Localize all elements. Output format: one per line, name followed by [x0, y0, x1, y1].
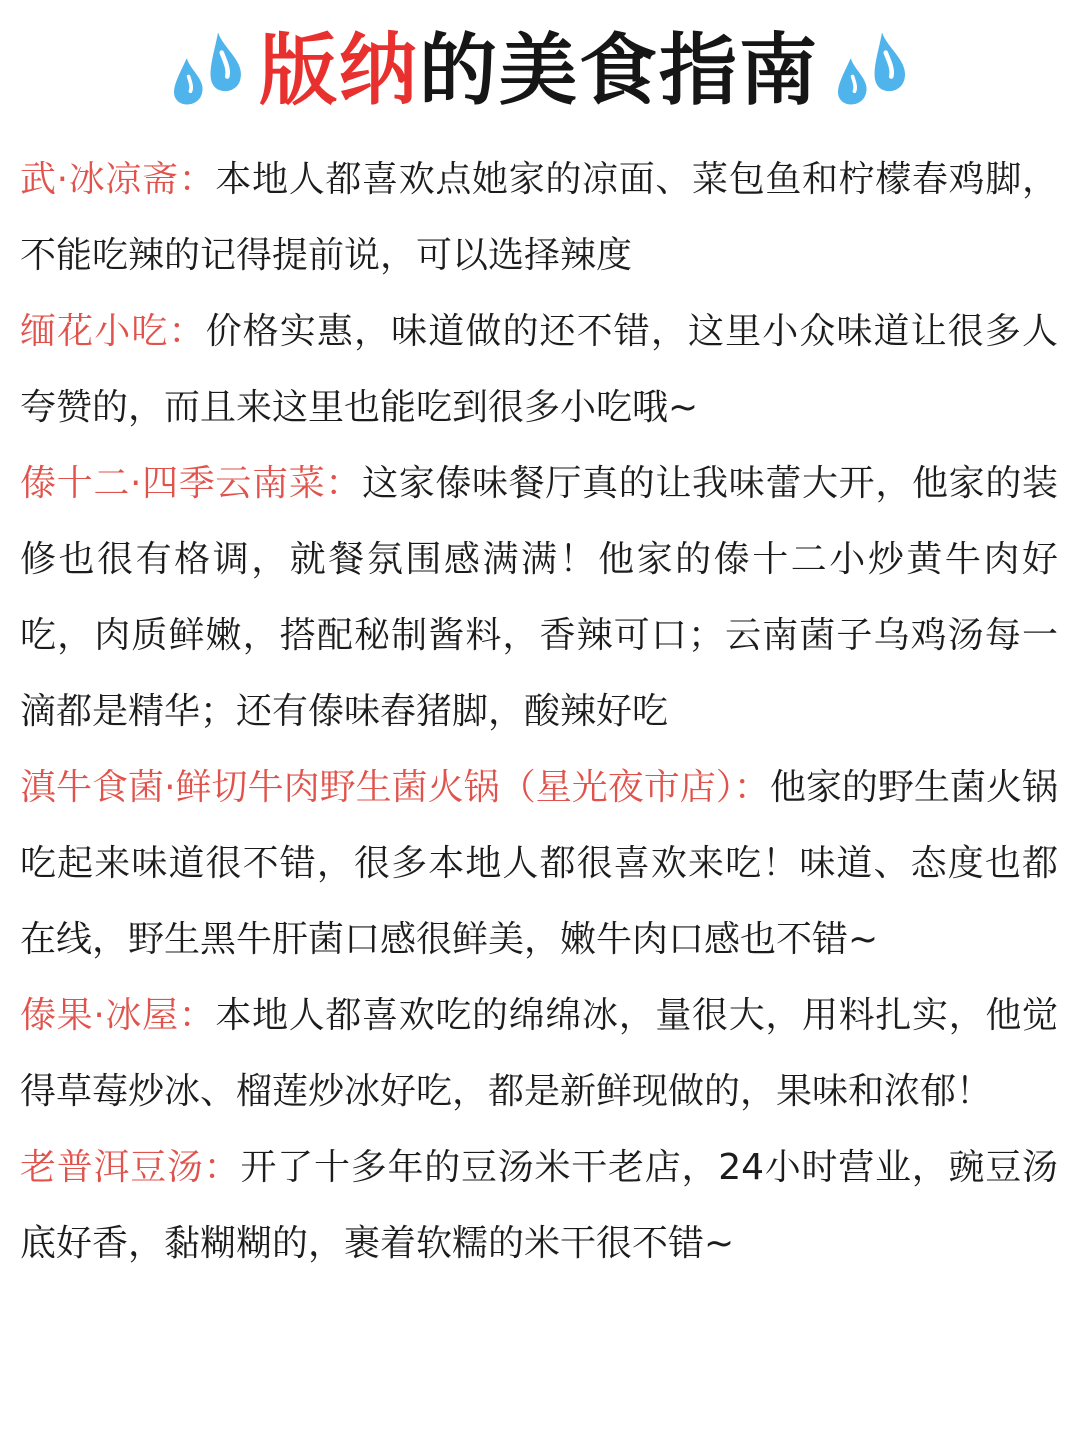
restaurant-entry: [20, 142, 1058, 294]
sweat-droplets-icon: [161, 25, 253, 117]
page-title: [258, 26, 820, 116]
header: [20, 0, 1058, 142]
restaurant-name: 傣十二·四季云南菜：: [20, 463, 363, 504]
restaurant-entry: [20, 750, 1058, 978]
restaurant-entry: [20, 446, 1058, 750]
restaurant-entry: [20, 1130, 1058, 1282]
restaurant-entry: [20, 978, 1058, 1130]
restaurant-list: [20, 142, 1058, 1282]
restaurant-description: 价格实惠，味道做的还不错，这里小众味道让很多人夸赞的，而且来这里也能吃到很多小吃哦~: [20, 311, 1058, 428]
restaurant-description: 开了十多年的豆汤米干老店，24小时营业，豌豆汤底好香，黏糊糊的，裹着软糯的米干很不错~: [20, 1147, 1058, 1264]
restaurant-name: 缅花小吃：: [20, 311, 206, 352]
restaurant-entry: [20, 294, 1058, 446]
restaurant-name: 老普洱豆汤：: [20, 1147, 241, 1188]
title-rest: 的美食指南: [419, 26, 820, 116]
restaurant-description: 他家的野生菌火锅吃起来味道很不错，很多本地人都很喜欢来吃！味道、态度也都在线，野生黑牛肝菌口感很鲜美，嫩牛肉口感也不错~: [20, 767, 1058, 960]
restaurant-description: 这家傣味餐厅真的让我味蕾大开，他家的装修也很有格调，就餐氛围感满满！他家的傣十二小炒黄牛肉好吃，肉质鲜嫩，搭配秘制酱料，香辣可口；云南菌子乌鸡汤每一滴都是精华；还有傣味舂猪脚，酸辣好吃: [20, 463, 1058, 732]
sweat-droplets-icon: [825, 25, 917, 117]
restaurant-description: 本地人都喜欢点她家的凉面、菜包鱼和柠檬春鸡脚，不能吃辣的记得提前说，可以选择辣度: [20, 159, 1058, 276]
title-highlight: 版纳: [258, 26, 419, 116]
restaurant-name: 傣果·冰屋：: [20, 995, 216, 1036]
restaurant-name: 武·冰凉斋：: [20, 159, 216, 200]
restaurant-name: 滇牛食菌·鲜切牛肉野生菌火锅（星光夜市店）：: [20, 767, 770, 808]
restaurant-description: 本地人都喜欢吃的绵绵冰，量很大，用料扎实，他觉得草莓炒冰、榴莲炒冰好吃，都是新鲜现做的，果味和浓郁！: [20, 995, 1058, 1112]
